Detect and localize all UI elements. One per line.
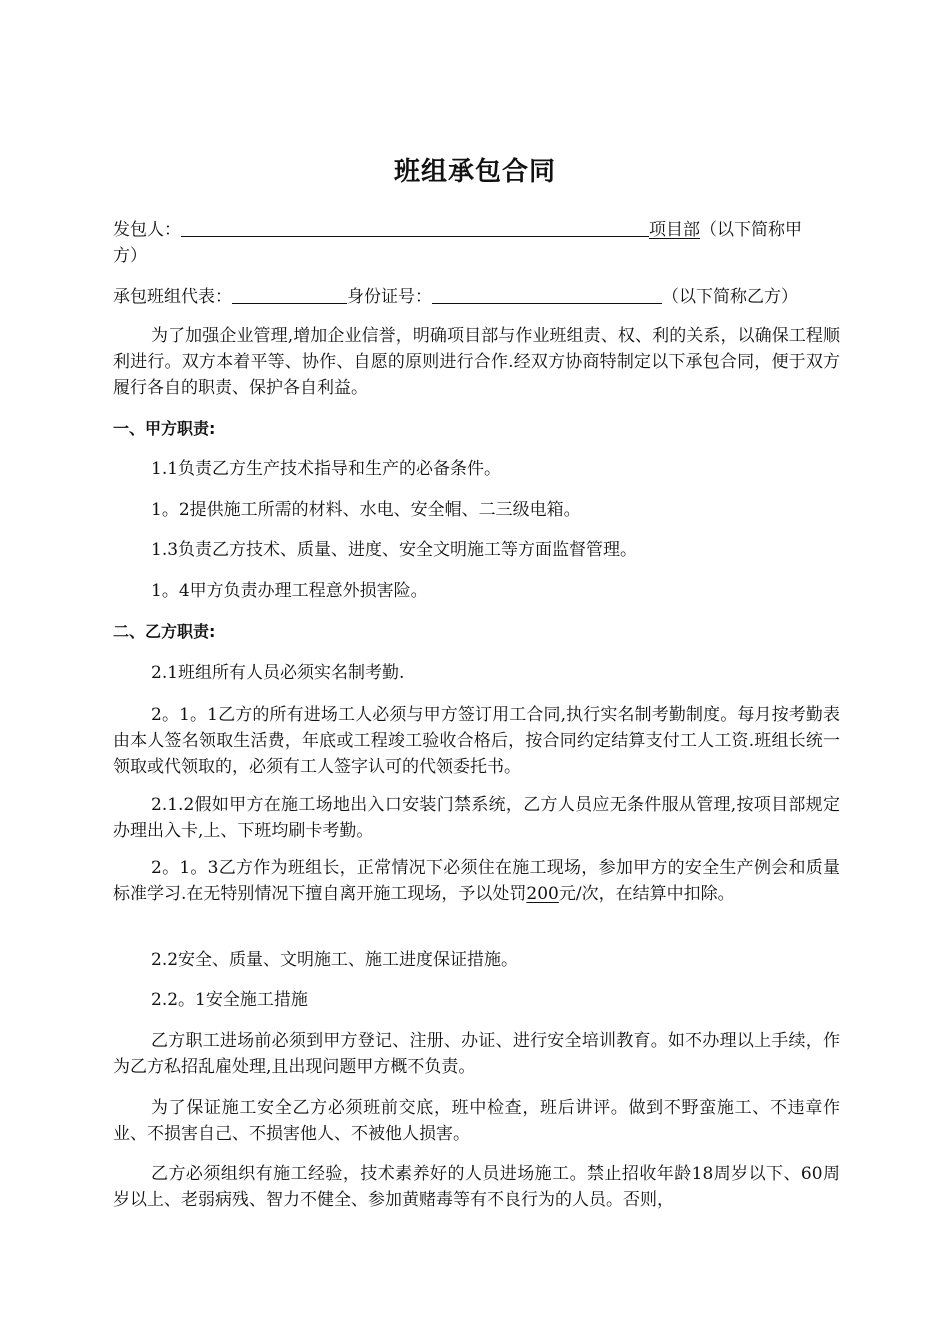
clause-1-4: 1。4甲方负责办理工程意外损害险。 [151, 581, 428, 601]
clause-2-1-2: 2.1.2假如甲方在施工场地出入口安装门禁系统，乙方人员应无条件服从管理,按项目部规定办理出入卡,上、下班均刷卡考勤。 [113, 795, 840, 841]
employer-name-blank [181, 218, 649, 237]
section-2-heading: 二、乙方职责: [113, 622, 216, 641]
clause-2-1-3-tail: 元/次，在结算中扣除。 [558, 884, 735, 904]
employer-suffix: （以下简称甲 [700, 220, 802, 240]
contractor-line [113, 284, 840, 310]
clause-2-1-3-text: 2。1。3乙方作为班组长，正常情况下必须住在施工现场，参加甲方的安全生产例会和质量标准学习.在无特别情况下擅自离开施工现场，予以处罚 [113, 858, 840, 904]
clause-2-1: 2.1班组所有人员必须实名制考勤. [151, 663, 405, 683]
clause-1-3: 1.3负责乙方技术、质量、进度、安全文明施工等方面监督管理。 [151, 540, 638, 560]
clause-2-1-3 [113, 855, 840, 907]
employer-suffix-cont: 方） [113, 246, 147, 266]
clause-2-2: 2.2安全、质量、文明施工、施工进度保证措施。 [151, 950, 519, 970]
id-number-blank [432, 285, 662, 304]
employer-line [113, 217, 840, 269]
employer-label: 发包人： [113, 220, 181, 240]
contractor-label: 承包班组代表： [113, 287, 232, 307]
penalty-amount: 200 [526, 884, 559, 904]
safety-paragraph-3: 乙方必须组织有施工经验，技术素养好的人员进场施工。禁止招收年龄18周岁以下、60周岁以上、老弱病残、智力不健全、参加黄赌毒等有不良行为的人员。否则， [113, 1164, 840, 1210]
clause-1-1: 1.1负责乙方生产技术指导和生产的必备条件。 [151, 459, 502, 479]
document-title: 班组承包合同 [393, 157, 556, 187]
clause-2-2-1: 2.2。1安全施工措施 [151, 990, 308, 1010]
section-1-heading: 一、甲方职责: [113, 419, 216, 438]
clause-1-2: 1。2提供施工所需的材料、水电、安全帽、二三级电箱。 [151, 500, 581, 520]
contractor-suffix: （以下简称乙方） [662, 287, 798, 307]
project-dept-label: 项目部 [649, 220, 700, 240]
id-number-label: 身份证号： [347, 287, 432, 307]
safety-paragraph-2: 为了保证施工安全乙方必须班前交底，班中检查，班后讲评。做到不野蛮施工、不违章作业、不损害自己、不损害他人、不被他人损害。 [113, 1098, 840, 1144]
intro-paragraph: 为了加强企业管理,增加企业信誉，明确项目部与作业班组责、权、利的关系，以确保工程顺利进行。双方本着平等、协作、自愿的原则进行合作.经双方协商特制定以下承包合同，便于双方履行各自的职责、保护各自利益。 [113, 326, 840, 398]
clause-2-1-1: 2。1。1乙方的所有进场工人必须与甲方签订用工合同,执行实名制考勤制度。每月按考勤表由本人签名领取生活费，年底或工程竣工验收合格后，按合同约定结算支付工人工资.班组长统一领取或代领取的，必须有工人签字认可的代领委托书。 [113, 705, 840, 777]
contractor-rep-blank [232, 285, 347, 304]
safety-paragraph-1: 乙方职工进场前必须到甲方登记、注册、办证、进行安全培训教育。如不办理以上手续，作为乙方私招乱雇处理,且出现问题甲方概不负责。 [113, 1031, 840, 1077]
